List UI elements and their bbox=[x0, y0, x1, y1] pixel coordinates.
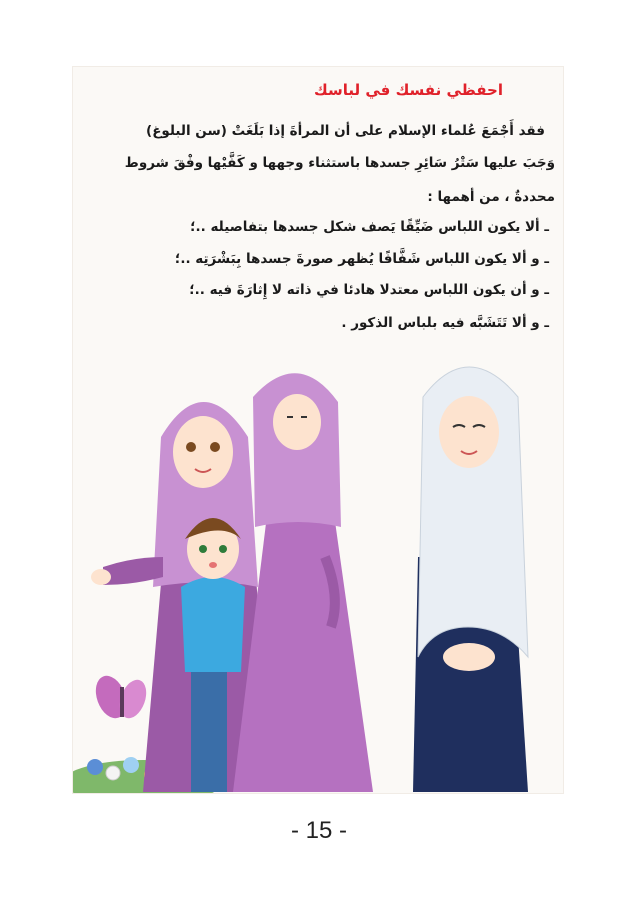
family-illustration bbox=[73, 327, 564, 794]
page-frame bbox=[72, 66, 564, 794]
condition-2: ـ و ألا يكون اللباس شَفَّافًا يُظهر صورةَ جسدها بِبَشْرَتِه ..؛ bbox=[174, 251, 549, 267]
girl-in-white-hijab bbox=[413, 367, 528, 792]
page-number: - 15 - bbox=[290, 817, 347, 844]
butterfly bbox=[90, 672, 151, 723]
condition-3: ـ و أن يكون اللباس معتدلا هادئا في ذاته لا إِثارَةَ فيه ..؛ bbox=[189, 282, 549, 298]
paragraph-line-2: وَجَبَ عليها سَتْرُ سَائِرِ جسدها باستثناء وجهها و كَفَّيْها وفْقَ شروط bbox=[124, 155, 555, 171]
paragraph-line-3: محددةٌ ، من أهمها : bbox=[427, 189, 555, 205]
page-title: احفظي نفسك في لباسك bbox=[314, 81, 503, 99]
condition-4: ـ و ألا تَتَشَبَّه فيه بلباس الذكور . bbox=[341, 315, 549, 331]
condition-1: ـ ألا يكون اللباس ضَيِّقًا يَصف شكل جسدها بتفاصيله ..؛ bbox=[190, 219, 549, 235]
paragraph-line-1: فقد أَجْمَعَ عُلماء الإسلام على أن المرأةَ إذا بَلَغَتْ (سن البلوغ) bbox=[146, 123, 545, 139]
